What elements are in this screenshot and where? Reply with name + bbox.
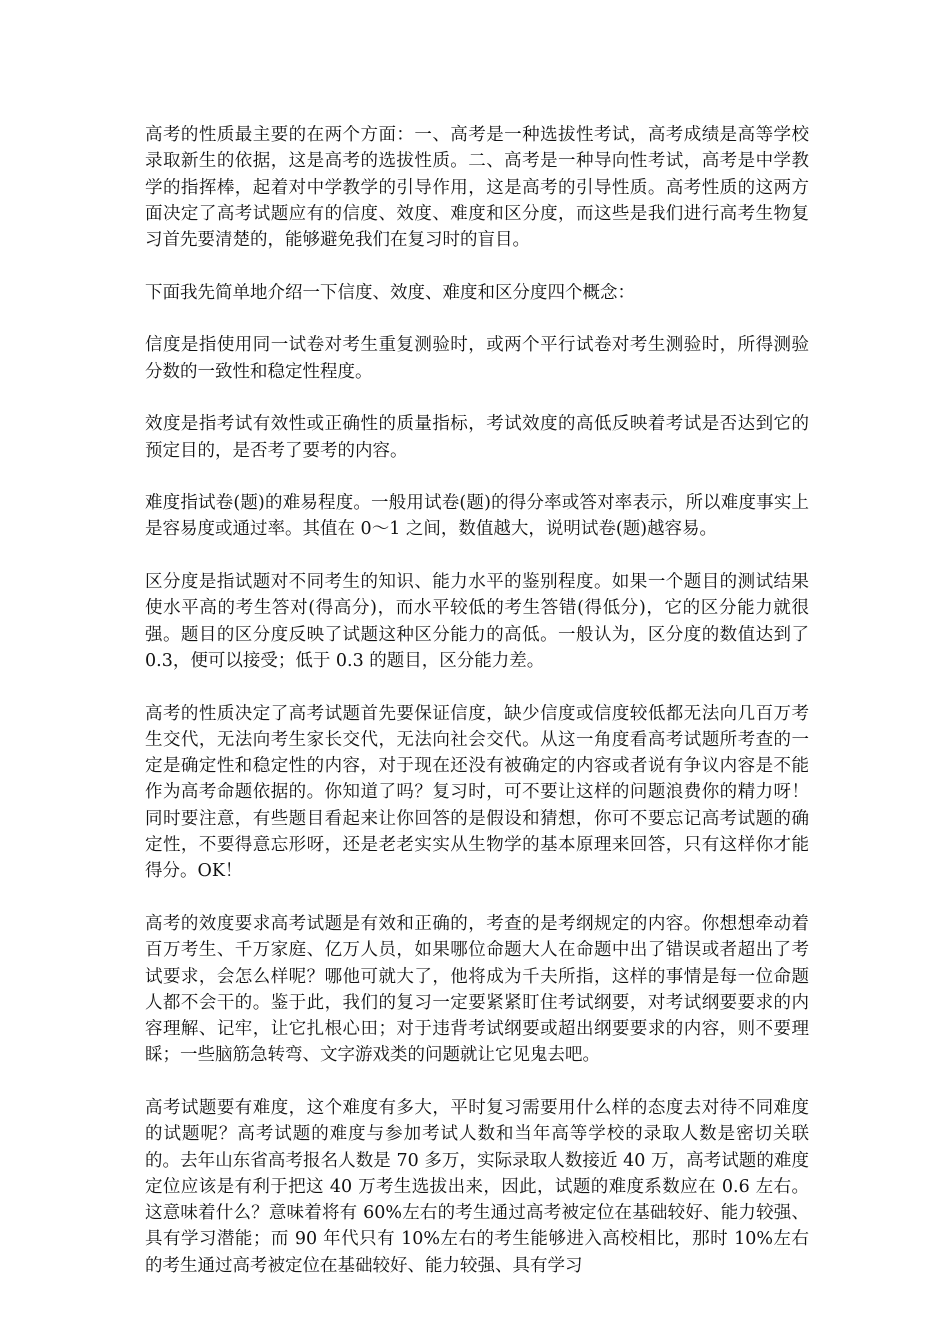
paragraph-validity-requirement: 高考的效度要求高考试题是有效和正确的，考查的是考纲规定的内容。你想想牵动着百万考生、千万家庭、亿万人员，如果哪位命题大人在命题中出了错误或者超出了考试要求，会怎么样呢？哪他可就大了，他将成为千夫所指，这样的事情是每一位命题人都不会干的。鉴于此，我们的复习一定要紧紧盯住考试纲要，对考试纲要要求的内容理解、记牢，让它扎根心田；对于违背考试纲要或超出纲要要求的内容，则不要理睬；一些脑筋急转弯、文字游戏类的问题就让它见鬼去吧。: [145, 913, 809, 1066]
paragraph-reliability: 信度是指使用同一试卷对考生重复测验时，或两个平行试卷对考生测验时，所得测验分数的一致性和稳定性程度。: [145, 335, 809, 382]
document-page: [145, 122, 809, 1279]
paragraph-difficulty: 难度指试卷(题)的难易程度。一般用试卷(题)的得分率或答对率表示，所以难度事实上是容易度或通过率。其值在 0～1 之间，数值越大，说明试卷(题)越容易。: [145, 493, 809, 540]
paragraph-difficulty-requirement: 高考试题要有难度，这个难度有多大，平时复习需要用什么样的态度去对待不同难度的试题呢？高考试题的难度与参加考试人数和当年高等学校的录取人数是密切关联的。去年山东省高考报名人数是 70 多万，实际录取人数接近 40 万，高考试题的难度定位应该是有利于把这 40 万考生选拔出来，因此，试题的难度系数应在 0.6 左右。这意味着什么？意味着将有 60%左右的考生通过高考被定位在基础较好、能力较强、具有学习潜能；而 90 年代只有 10%左右的考生能够进入高校相比，那时 10%左右的考生通过高考被定位在基础较好、能力较强、具有学习: [145, 1097, 809, 1276]
paragraph-reliability-requirement: 高考的性质决定了高考试题首先要保证信度，缺少信度或信度较低都无法向几百万考生交代，无法向考生家长交代，无法向社会交代。从这一角度看高考试题所考查的一定是确定性和稳定性的内容，对于现在还没有被确定的内容或者说有争议内容是不能作为高考命题依据的。你知道了吗？复习时，可不要让这样的问题浪费你的精力呀！同时要注意，有些题目看起来让你回答的是假设和猜想，你可不要忘记高考试题的确定性，不要得意忘形呀，还是老老实实从生物学的基本原理来回答，只有这样你才能得分。OK！: [145, 703, 809, 882]
paragraph-validity: 效度是指考试有效性或正确性的质量指标，考试效度的高低反映着考试是否达到它的预定目的，是否考了要考的内容。: [145, 414, 809, 461]
paragraph-gaokao-nature: 高考的性质最主要的在两个方面：一、高考是一种选拔性考试，高考成绩是高等学校录取新生的依据，这是高考的选拔性质。二、高考是一种导向性考试，高考是中学教学的指挥棒，起着对中学教学的引导作用，这是高考的引导性质。高考性质的这两方面决定了高考试题应有的信度、效度、难度和区分度，而这些是我们进行高考生物复习首先要清楚的，能够避免我们在复习时的盲目。: [145, 125, 809, 251]
paragraph-discrimination: 区分度是指试题对不同考生的知识、能力水平的鉴别程度。如果一个题目的测试结果使水平高的考生答对(得高分)，而水平较低的考生答错(得低分)，它的区分能力就很强。题目的区分度反映了试题这种区分能力的高低。一般认为，区分度的数值达到了 0.3，便可以接受；低于 0.3 的题目，区分能力差。: [145, 572, 809, 671]
paragraph-concepts-intro: 下面我先简单地介绍一下信度、效度、难度和区分度四个概念：: [145, 282, 635, 303]
